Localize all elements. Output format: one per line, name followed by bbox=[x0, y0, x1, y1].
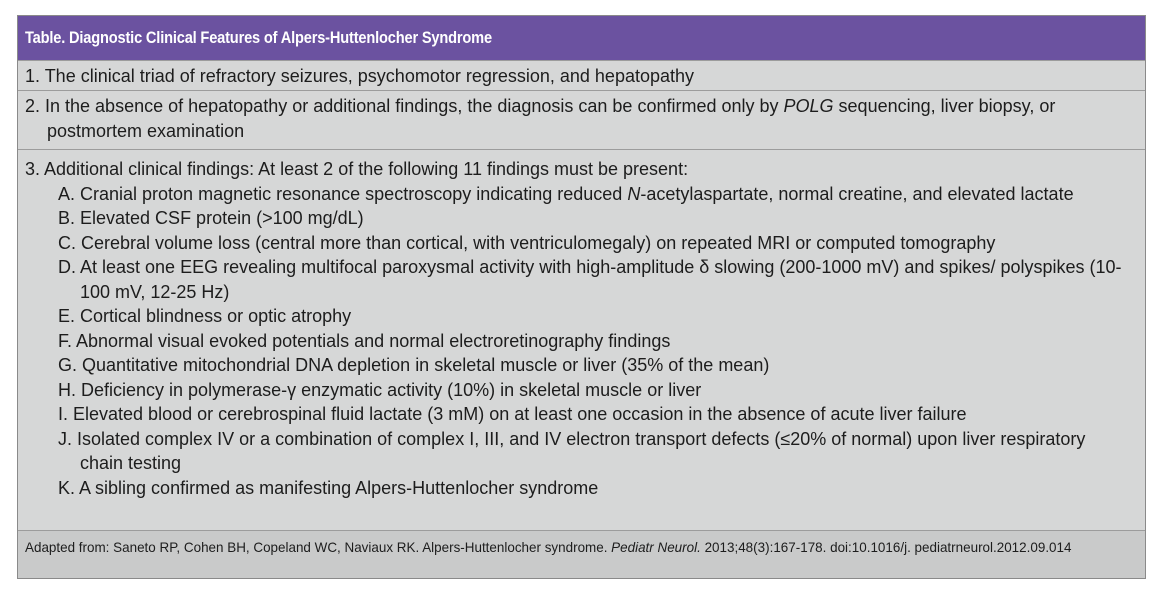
item-a-text-a: A. Cranial proton magnetic resonance spectroscopy indicating reduced bbox=[58, 183, 628, 204]
footnote-journal: Pediatr Neurol. bbox=[611, 539, 701, 555]
criterion-2-text-a: 2. In the absence of hepatopathy or additional findings, the diagnosis can be confirmed only by bbox=[25, 96, 784, 116]
criterion-1-text: 1. The clinical triad of refractory seizures, psychomotor regression, and hepatopathy bbox=[25, 66, 695, 86]
list-item: B. Elevated CSF protein (>100 mg/dL) bbox=[58, 208, 364, 228]
criterion-2-text bbox=[25, 94, 1131, 143]
list-item: E. Cortical blindness or optic atrophy bbox=[58, 306, 352, 326]
criteria-table bbox=[17, 15, 1146, 579]
list-item: I. Elevated blood or cerebrospinal fluid lactate (3 mM) on at least one occasion in the absence of acute liver failure bbox=[58, 404, 967, 424]
item-a-text-b: -acetylaspartate, normal creatine, and elevated lactate bbox=[640, 183, 1074, 204]
list-item: F. Abnormal visual evoked potentials and normal electroretinography findings bbox=[58, 330, 671, 351]
table-footnote bbox=[18, 530, 1145, 578]
list-item: D. At least one EEG revealing multifocal paroxysmal activity with high-amplitude δ slowing (200-1000 mV) and spikes/ polyspikes (10-100 mV, 12-25 Hz) bbox=[58, 257, 1122, 302]
item-a-italic: N bbox=[627, 183, 641, 204]
list-item: J. Isolated complex IV or a combination of complex I, III, and IV electron transport defects (≤20% of normal) upon liver respiratory chain testing bbox=[58, 428, 1086, 473]
criterion-3-intro: 3. Additional clinical findings: At least 2 of the following 11 findings must be present: bbox=[25, 159, 689, 179]
footnote-text-a: Adapted from: Saneto RP, Cohen BH, Copeland WC, Naviaux RK. Alpers-Huttenlocher syndrome. bbox=[25, 539, 612, 555]
list-item: H. Deficiency in polymerase-γ enzymatic activity (10%) in skeletal muscle or liver bbox=[58, 379, 702, 400]
criterion-2-gene: POLG bbox=[783, 96, 834, 116]
additional-findings-list bbox=[25, 182, 1131, 501]
list-item: K. A sibling confirmed as manifesting Alpers-Huttenlocher syndrome bbox=[58, 477, 599, 498]
criterion-3 bbox=[18, 149, 1145, 530]
table-title-text: Table. Diagnostic Clinical Features of Alpers-Huttenlocher Syndrome bbox=[25, 28, 492, 47]
list-item: G. Quantitative mitochondrial DNA depletion in skeletal muscle or liver (35% of the mean) bbox=[58, 355, 770, 375]
list-item bbox=[25, 182, 1131, 207]
footnote-text-b: 2013;48(3):167-178. doi:10.1016/j. pediatrneurol.2012.09.014 bbox=[700, 539, 1072, 555]
criterion-2 bbox=[18, 90, 1145, 149]
criterion-2-text-b: sequencing, liver biopsy, or postmortem examination bbox=[47, 96, 1056, 141]
table-title bbox=[18, 16, 1145, 60]
criterion-1 bbox=[18, 60, 1145, 90]
list-item: C. Cerebral volume loss (central more than cortical, with ventriculomegaly) on repeated MRI or computed tomography bbox=[58, 232, 996, 253]
